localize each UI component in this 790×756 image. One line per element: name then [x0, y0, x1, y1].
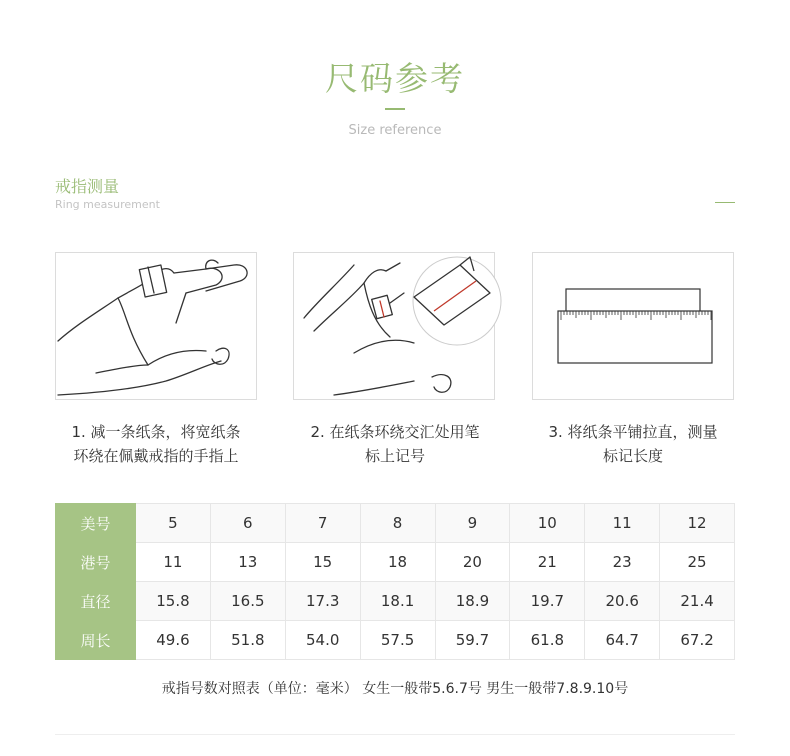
table-cell: 16.5	[210, 582, 285, 621]
table-cell: 20.6	[585, 582, 660, 621]
table-cell: 20	[435, 543, 510, 582]
table-cell: 17.3	[285, 582, 360, 621]
table-cell: 15.8	[136, 582, 211, 621]
size-table-footnote: 戒指号数对照表（单位：毫米） 女生一般带5.6.7号 男生一般带7.8.9.10号	[161, 681, 629, 697]
table-cell: 18	[360, 543, 435, 582]
step-2-line1: 2. 在纸条环绕交汇处用笔	[310, 423, 480, 441]
step-3-line2: 标记长度	[602, 447, 663, 465]
table-cell: 59.7	[435, 621, 510, 660]
step-3-line1: 3. 将纸条平铺拉直，测量	[548, 423, 718, 441]
strip-on-ruler-icon	[533, 253, 735, 401]
step-2-line2: 标上记号	[364, 447, 425, 465]
table-cell: 21.4	[660, 582, 735, 621]
step-1-illustration	[55, 252, 257, 400]
table-cell: 9	[435, 504, 510, 543]
step-1-line2: 环绕在佩戴戒指的手指上	[73, 447, 239, 465]
table-cell: 18.1	[360, 582, 435, 621]
bottom-divider	[55, 734, 735, 735]
step-1-line1: 1. 减一条纸条，将宽纸条	[71, 423, 241, 441]
table-row	[56, 582, 735, 621]
page-title: 尺码参考	[325, 59, 465, 98]
table-cell: 18.9	[435, 582, 510, 621]
row-header: 港号	[56, 543, 136, 582]
table-cell: 15	[285, 543, 360, 582]
table-cell: 19.7	[510, 582, 585, 621]
row-header: 美号	[56, 504, 136, 543]
table-cell: 12	[660, 504, 735, 543]
table-cell: 6	[210, 504, 285, 543]
page-subtitle: Size reference	[348, 123, 442, 138]
table-cell: 57.5	[360, 621, 435, 660]
table-row	[56, 504, 735, 543]
section-divider	[715, 202, 735, 203]
table-cell: 8	[360, 504, 435, 543]
step-3-caption	[503, 420, 763, 468]
table-cell: 64.7	[585, 621, 660, 660]
row-header: 周长	[56, 621, 136, 660]
table-cell: 21	[510, 543, 585, 582]
table-cell: 7	[285, 504, 360, 543]
table-cell: 23	[585, 543, 660, 582]
table-cell: 54.0	[285, 621, 360, 660]
table-cell: 11	[136, 543, 211, 582]
table-cell: 51.8	[210, 621, 285, 660]
table-cell: 61.8	[510, 621, 585, 660]
step-2-caption	[265, 420, 525, 468]
table-cell: 25	[660, 543, 735, 582]
section-subtitle: Ring measurement	[55, 198, 160, 211]
table-row	[56, 621, 735, 660]
ring-size-table	[55, 503, 735, 660]
step-3-illustration	[532, 252, 734, 400]
step-2-illustration	[293, 252, 495, 400]
step-1-caption	[26, 420, 286, 468]
title-underline	[385, 108, 405, 110]
hand-marking-strip-icon	[294, 253, 510, 401]
table-cell: 67.2	[660, 621, 735, 660]
table-cell: 11	[585, 504, 660, 543]
section-title: 戒指测量	[55, 177, 120, 196]
table-cell: 49.6	[136, 621, 211, 660]
hand-wrapping-paper-strip-icon	[56, 253, 258, 401]
table-cell: 5	[136, 504, 211, 543]
table-cell: 10	[510, 504, 585, 543]
row-header: 直径	[56, 582, 136, 621]
table-row	[56, 543, 735, 582]
table-cell: 13	[210, 543, 285, 582]
